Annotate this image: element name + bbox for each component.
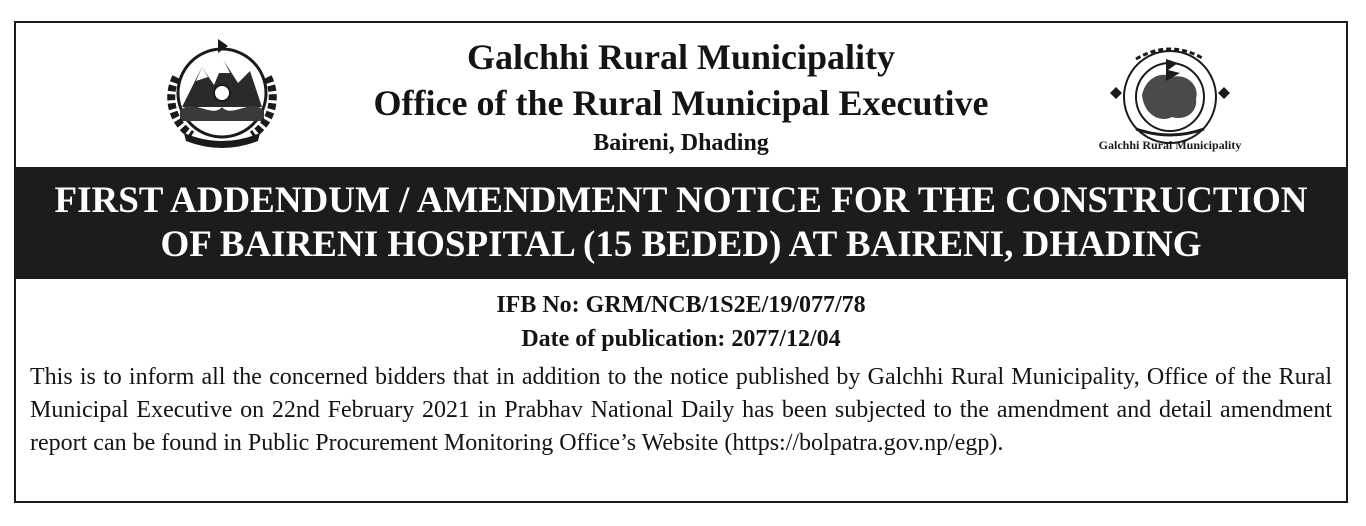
office-name: Office of the Rural Municipal Executive: [373, 83, 989, 123]
galchhi-municipality-logo-icon: [1098, 37, 1242, 155]
notice-header: [16, 23, 1346, 167]
municipality-name: Galchhi Rural Municipality: [466, 37, 896, 77]
notice-title-banner: [16, 167, 1346, 279]
ifb-number: IFB No: GRM/NCB/1S2E/19/077/78: [496, 292, 866, 318]
notice-title-line-1: FIRST ADDENDUM / AMENDMENT NOTICE FOR THE CONSTRUCTION: [54, 180, 1308, 221]
notice-frame: [14, 21, 1348, 503]
office-location: Baireni, Dhading: [593, 130, 769, 156]
publication-date: Date of publication: 2077/12/04: [521, 326, 841, 352]
notice-body: This is to inform all the concerned bidders that in addition to the notice published by Galchhi Rural Municipality, Office of the Rural Municipal Executive on 22nd February 2021 in Prabhav National Daily has been subjected to the amendment and detail amendment report can be found in Public Procurement Monitoring Office’s Website (https://bolpatra.gov.np/egp).: [30, 364, 1332, 456]
notice-title-line-2: OF BAIRENI HOSPITAL (15 BEDED) AT BAIRENI, DHADING: [160, 224, 1202, 265]
logo-text: Galchhi Rural Municipality: [1098, 138, 1242, 152]
